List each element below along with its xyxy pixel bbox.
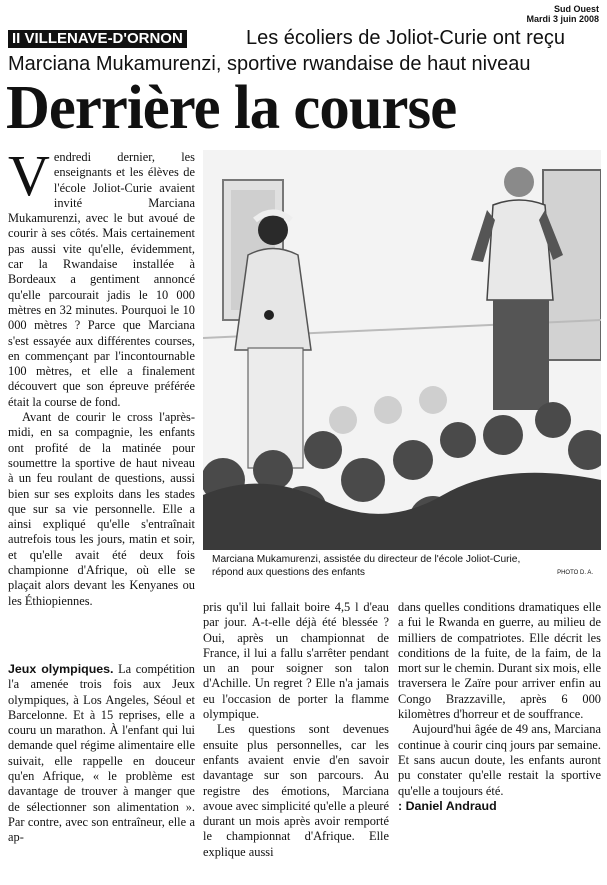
paragraph-1-text: endredi dernier, les enseignants et les élèves de l'école Joliot-Curie avaient invité Marciana Mukamurenzi, avec le but avoué de courir à ses côtés. Mais certainement pas aussi vite qu'elle, évidemment, car la Rwandaise installée à Bordeaux a gentiment annoncé qu'elle parcourait jadis le 10 000 mètres en 32 minutes. Pourquoi le 10 000 mètres ? Parce que Marciana s'est essayée aux différentes courses, en commençant par l'incontournable 100 mètres, et elle a finalement découvert que son épreuve préférée était la course de fond. [8,150,195,409]
article-column-1-bottom [8,662,195,846]
paragraph-6: dans quelles conditions dramatiques elle a fui le Rwanda en guerre, au milieu de milliers de compatriotes. Elle décrit les conditions de la fuite, de la faim, de la mort sur le chemin. Durant six mois, elle traversera le Zaïre pour arriver enfin au Congo Brazzaville, après 6 000 kilomètres d'horreur et de souffrance. [398,600,601,722]
article-column-2 [203,600,389,860]
photo-caption [212,553,600,579]
section-subhead: Jeux olympiques. [8,662,114,676]
classroom-photo-illustration [203,150,601,550]
article-photo [203,150,601,550]
author-signature: : Daniel Andraud [398,798,497,813]
subheadline-line-2: Marciana Mukamurenzi, sportive rwandaise de haut niveau [8,53,531,75]
photo-caption-line-2: répond aux questions des enfants [212,567,365,578]
headline: Derrière la course [6,74,457,142]
photo-credit: PHOTO D. A. [557,570,593,576]
photo-caption-line-1: Marciana Mukamurenzi, assistée du directeur de l'école Joliot-Curie, [212,554,521,565]
source-line [526,4,599,24]
subheadline-line-1: Les écoliers de Joliot-Curie ont reçu [246,27,566,49]
drop-cap: V [8,143,50,208]
article-column-3 [398,600,601,814]
location-kicker: II VILLENAVE-D'ORNON [8,30,187,48]
paragraph-4: pris qu'il lui fallait boire 4,5 l d'eau par jour. A-t-elle déjà été blessée ? Oui, après un championnat de France, il lui a fallu s'arrêter pendant un an pour soigner son talon d'Achille. Un regret ? Elle n'a jamais eu l'occasion de porter la flamme olympique. [203,600,389,722]
newspaper-name: Sud Ouest [553,4,599,14]
paragraph-3-text: La compétition l'a amenée trois fois aux Jeux olympiques, à Los Angeles, Séoul et Barcelonne. Et à 15 reprises, elle a couru un marathon. À l'enfant qui lui demande quel régime alimentaire elle suivait, elle rappelle en douceur qu'en Afrique, « le problème est davantage de trouver à manger que de sélectionner son alimentation ». Par contre, avec son entraîneur, elle a ap- [8,662,195,845]
paragraph-5: Les questions sont devenues ensuite plus personnelles, car les enfants avaient envie d'en savoir davantage sur son parcours. Au registre des émotions, Marciana avoue avec simplicité qu'elle a pleuré durant un mois après avoir remporté le championnat d'Afrique. Elle explique aussi [203,722,389,859]
publication-date: Mardi 3 juin 2008 [526,14,599,24]
paragraph-3 [8,662,195,846]
paragraph-2: Avant de courir le cross l'après-midi, en sa compagnie, les enfants ont profité de la matinée pour soumettre la sportive de haut niveau à un feu roulant de questions, aussi bien sur ses exploits dans les stades que sur sa vie personnelle. Elle a ainsi expliqué qu'elle s'entraînait autrefois tous les jours, matin et soir, et qu'elle avait été deux fois championne d'Afrique, où elle se plaçait alors devant les Kenyanes ou les Éthiopiennes. [8,410,195,608]
paragraph-7: Aujourd'hui âgée de 49 ans, Marciana continue à courir cinq jours par semaine. Et sans aucun doute, les enfants auront pu constater qu'elle restait la sportive qu'elle a toujours été. [398,722,601,798]
article-column-1 [8,143,195,609]
paragraph-1 [8,143,195,410]
